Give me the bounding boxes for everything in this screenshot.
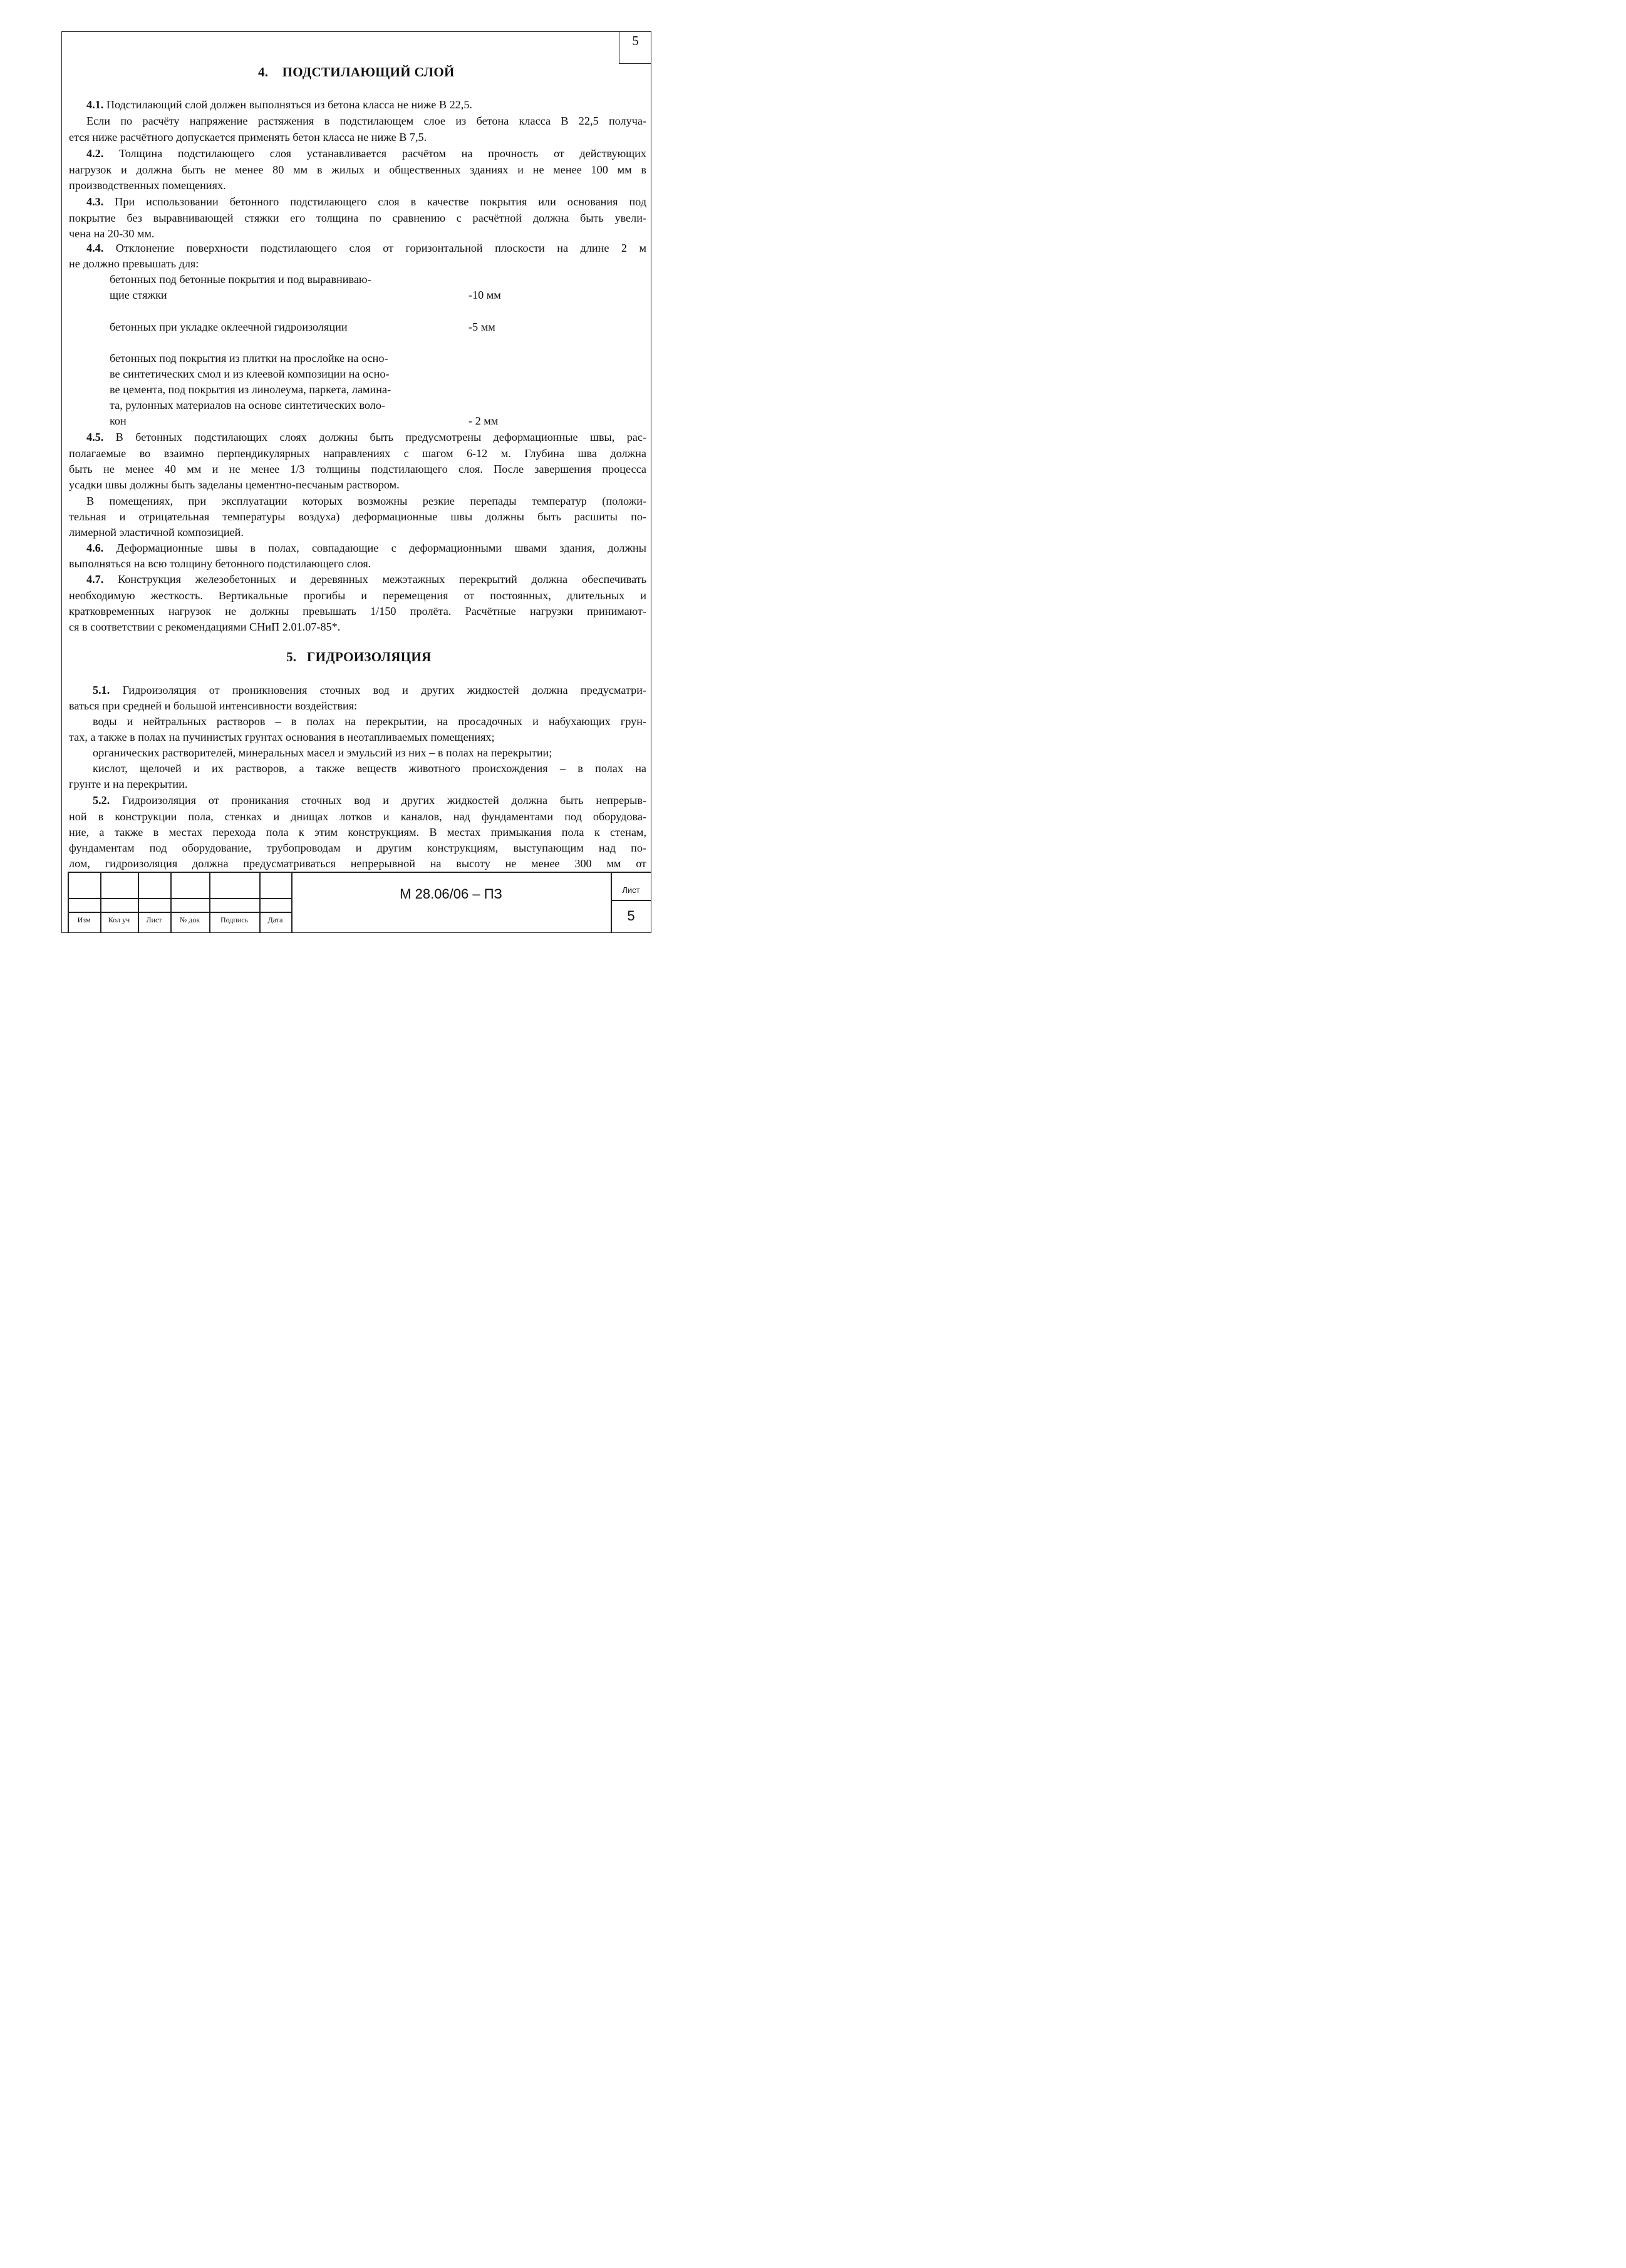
para-4-4-line2: не должно превышать для:: [69, 257, 199, 270]
document-code: М 28.06/06 – ПЗ: [400, 886, 502, 902]
tolerance-1-line2: щие стяжки: [110, 289, 167, 301]
para-4-3-line1: [86, 194, 646, 210]
tolerance-3-line2: ве синтетических смол и из клеевой композиции на осно-: [110, 368, 390, 380]
para-4-7-line2: необходимую жесткость. Вертикальные прогибы и перемещения от постоянных, длительных и: [69, 589, 646, 602]
para-num: 4.7.: [86, 573, 104, 585]
tolerance-2-text: бетонных при укладке оклеечной гидроизоляции: [110, 321, 348, 333]
para-text: При использовании бетонного подстилающего слоя в качестве покрытия или основания под: [103, 195, 646, 208]
para-5-1c-line1: кислот, щелочей и их растворов, а также веществ животного происхождения – в полах на: [93, 762, 646, 775]
para-num: 4.3.: [86, 195, 104, 208]
stamp-top-line: [68, 872, 651, 873]
para-4-5-line1: [86, 430, 646, 446]
stamp-col-list: Лист: [146, 915, 162, 924]
stamp-col-line: [291, 872, 293, 933]
para-4-1: [86, 97, 472, 113]
para-5-1c-line2: грунте и на перекрытии.: [69, 778, 188, 790]
para-num: 4.2.: [86, 147, 104, 160]
para-4-4-line1: [86, 240, 646, 257]
sheet-number: 5: [627, 908, 635, 924]
para-5-2-line2: ной в конструкции пола, стенках и днищах лотков и каналов, над фундаментами под оборудова-: [69, 810, 646, 823]
para-text: Деформационные швы в полах, совпадающие с деформационными швами здания, должны: [103, 542, 646, 554]
sheet-label: Лист: [622, 885, 640, 895]
section-4-number: 4.: [258, 64, 269, 80]
para-text: Толщина подстилающего слоя устанавливается расчётом на прочность от действующих: [103, 147, 646, 160]
page-number: 5: [632, 33, 639, 48]
para-text: Гидроизоляция от проникания сточных вод и других жидкостей должна быть непрерыв-: [110, 794, 646, 807]
stamp-col-sign: Подпись: [220, 915, 249, 924]
section-4-heading: [258, 64, 455, 80]
para-5-1a-line1: воды и нейтральных растворов – в полах на перекрытии, на просадочных и набухающих грун-: [93, 715, 646, 728]
para-4-3-line2: покрытие без выравнивающей стяжки его толщина по сравнению с расчётной должна быть увели-: [69, 212, 646, 224]
para-4-7-line3: кратковременных нагрузок не должны превышать 1/150 пролёта. Расчётные нагрузки принимают-: [69, 605, 646, 617]
para-4-5b-line3: лимерной эластичной композицией.: [69, 526, 244, 539]
tolerance-2-value: -5 мм: [469, 321, 495, 333]
tolerance-3-line3: ве цемента, под покрытия из линолеума, паркета, ламина-: [110, 383, 391, 396]
tolerance-1-value: -10 мм: [469, 289, 501, 301]
stamp-col-doc: № док: [179, 915, 200, 924]
para-num: 4.1.: [86, 98, 104, 111]
section-5-title: ГИДРОИЗОЛЯЦИЯ: [307, 649, 432, 664]
para-text: Отклонение поверхности подстилающего слоя от горизонтальной плоскости на длине 2 м: [103, 242, 646, 254]
para-num: 4.5.: [86, 431, 104, 443]
para-4-1b-line2: ется ниже расчётного допускается применять бетон класса не ниже В 7,5.: [69, 131, 427, 143]
para-5-1a-line2: тах, а также в полах на пучинистых грунтах основания в неотапливаемых помещениях;: [69, 731, 495, 743]
para-4-5b-line1: В помещениях, при эксплуатации которых возможны резкие перепады температур (положи-: [86, 495, 646, 507]
para-5-2-line3: ние, а также в местах перехода пола к этим конструкциям. В местах примыкания пола к стенам,: [69, 826, 646, 838]
para-text: В бетонных подстилающих слоях должны быть предусмотрены деформационные швы, рас-: [103, 431, 646, 443]
section-4-title: ПОДСТИЛАЮЩИЙ СЛОЙ: [282, 64, 455, 80]
stamp-col-date: Дата: [267, 915, 283, 924]
para-text: Конструкция железобетонных и деревянных межэтажных перекрытий должна обеспечивать: [103, 573, 646, 585]
para-4-6-line2: выполняться на всю толщину бетонного подстилающего слоя.: [69, 557, 371, 570]
para-4-2-line3: производственных помещениях.: [69, 179, 226, 192]
para-5-2-line5: лом, гидроизоляция должна предусматриваться непрерывной на высоту не менее 300 мм от: [69, 857, 646, 870]
stamp-sheet-line: [611, 900, 651, 901]
para-5-2-line1: [93, 793, 646, 809]
tolerance-3-value: - 2 мм: [469, 415, 499, 427]
para-4-3-line3: чена на 20-30 мм.: [69, 227, 155, 240]
para-4-5-line4: усадки швы должны быть заделаны цементно-песчаным раствором.: [69, 478, 400, 491]
para-4-2-line2: нагрузок и должна быть не менее 80 мм в жилых и общественных зданиях и не менее 100 мм в: [69, 163, 646, 176]
page-number-box: [619, 31, 651, 64]
section-5-heading: [286, 649, 431, 665]
para-4-5b-line2: тельная и отрицательная температуры воздуха) деформационные швы должны быть расшиты по-: [69, 510, 646, 523]
para-num: 4.4.: [86, 242, 104, 254]
para-5-2-line4: фундаментам под оборудование, трубопроводам и другим конструкциям, выступающим над по-: [69, 842, 646, 854]
para-4-6-line1: [86, 540, 646, 557]
para-5-1-line1: [93, 683, 646, 699]
stamp-col-kol: Кол уч: [108, 915, 130, 924]
tolerance-3-line1: бетонных под покрытия из плитки на прослойке на осно-: [110, 352, 388, 364]
para-text: Гидроизоляция от проникновения сточных вод и других жидкостей должна предусматри-: [110, 684, 646, 696]
para-num: 5.2.: [93, 794, 110, 807]
section-5-number: 5.: [286, 649, 297, 664]
para-4-5-line2: полагаемые во взаимно перпендикулярных направлениях с шагом 6-12 м. Глубина шва должна: [69, 447, 646, 460]
para-num: 4.6.: [86, 542, 104, 554]
para-4-7-line1: [86, 572, 646, 588]
stamp-row-line: [68, 898, 291, 899]
tolerance-3-line5: кон: [110, 415, 127, 427]
para-num: 5.1.: [93, 684, 110, 696]
para-text: Подстилающий слой должен выполняться из бетона класса не ниже В 22,5.: [103, 98, 472, 111]
tolerance-3-line4: та, рулонных материалов на основе синтетических воло-: [110, 399, 385, 411]
stamp-row-line: [68, 912, 291, 913]
stamp-col-izm: Изм: [77, 915, 91, 924]
tolerance-1-line1: бетонных под бетонные покрытия и под выравниваю-: [110, 273, 371, 286]
para-5-1-line2: ваться при средней и большой интенсивности воздействия:: [69, 699, 358, 712]
para-4-7-line4: ся в соответствии с рекомендациями СНиП 2.01.07-85*.: [69, 621, 341, 633]
para-4-5-line3: быть не менее 40 мм и не менее 1/3 толщины подстилающего слоя. После завершения процесса: [69, 463, 646, 475]
para-5-1b-line1: органических растворителей, минеральных масел и эмульсий из них – в полах на перекрытии;: [93, 746, 552, 759]
para-4-2-line1: [86, 146, 646, 162]
para-4-1b-line1: Если по расчёту напряжение растяжения в подстилающем слое из бетона класса В 22,5 получа-: [86, 115, 646, 127]
